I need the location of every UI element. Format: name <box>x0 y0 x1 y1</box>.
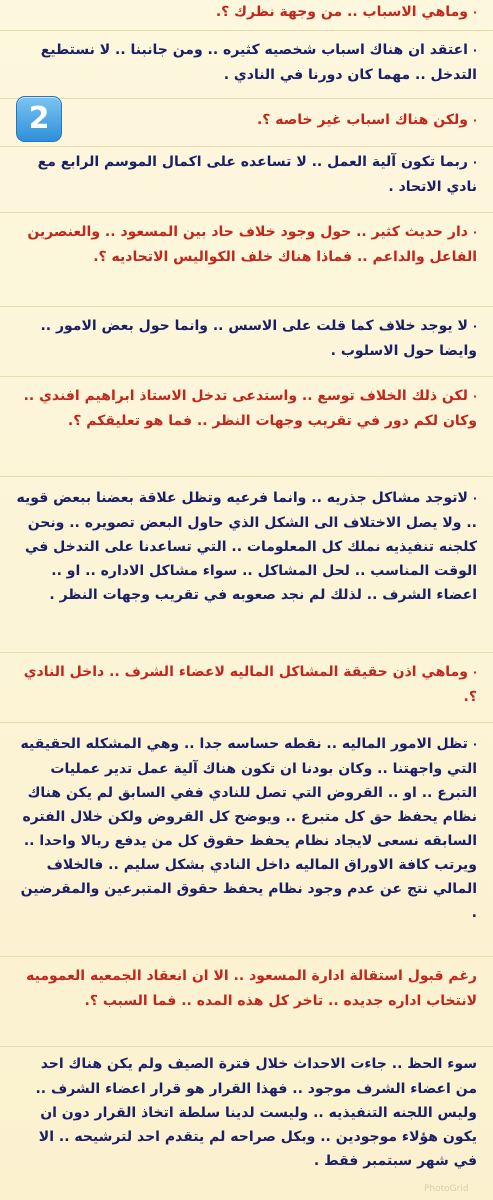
answer-2 <box>16 150 477 199</box>
divider <box>0 30 493 31</box>
question-3 <box>16 220 477 269</box>
badge-number: 2 <box>28 101 50 136</box>
answer-4 <box>16 486 477 607</box>
bullet: · <box>472 226 477 239</box>
question-text: لكن ذلك الخلاف توسع .. واستدعى تدخل الاستاذ ابراهيم افندي .. وكان لكم دور في تقريب وجهات النظر .. فما هو تعليقكم ؟. <box>23 388 477 429</box>
question-text: دار حديث كثير .. حول وجود خلاف حاد بين المسعود .. والعنصرين الفاعل والداعم .. فماذا هناك خلف الكواليس الاتحاديه ؟. <box>27 224 477 265</box>
question-1 <box>16 0 477 25</box>
bullet: · <box>472 44 477 57</box>
answer-text: ربما تكون آلية العمل .. لا تساعده على اكمال الموسم الرابع مع نادي الاتحاد . <box>37 154 477 195</box>
bullet: · <box>472 6 477 19</box>
divider <box>0 306 493 307</box>
answer-text: لاتوجد مشاكل جذريه .. وانما فرعيه وتظل علاقة بعضنا ببعض قويه .. ولا يصل الاختلاف الى الشكل الذي حاول البعض تصويره .. ونحن كلجنه تنفيذيه نملك كل المعلومات .. التي تساعدنا على التدخل في الوقت المناسب .. لحل المشاكل .. سواء مشاكل الاداره .. او .. اعضاء الشرف .. لذلك لم نجد صعوبه في تقريب وجهات النظر . <box>16 490 477 603</box>
question-2 <box>72 108 477 133</box>
question-4 <box>16 384 477 433</box>
divider <box>0 476 493 477</box>
question-5 <box>16 660 477 709</box>
question-text: رغم قبول استقالة ادارة المسعود .. الا ان انعقاد الجمعيه العموميه لانتخاب اداره جديده .. تاخر كل هذه المده .. فما السبب ؟. <box>26 968 477 1009</box>
photogrid-watermark: PhotoGrid <box>424 1184 469 1194</box>
divider <box>0 1046 493 1047</box>
divider <box>0 146 493 147</box>
answer-3 <box>16 314 477 363</box>
question-text: وماهي اذن حقيقة المشاكل الماليه لاعضاء الشرف .. داخل النادي ؟. <box>23 664 477 705</box>
number-badge <box>16 96 62 142</box>
bullet: · <box>472 738 477 751</box>
bullet: · <box>472 114 477 127</box>
answer-1 <box>16 38 477 87</box>
answer-text: تظل الامور الماليه .. نقطه حساسه جدا .. وهي المشكله الحقيقيه التي واجهتنا .. وكان بودنا ان تكون هناك آلية عمل تدير عمليات التبرع .. او .. القروض التي تصل للنادي ففي السابق لم يكن هناك نظام يحفظ حق كل متبرع .. ويوضح كل القروض ولكن خلال الفتره السابقه نسعى لايجاد نظام يحفظ حقوق كل من يدفع ريالا واحدا .. ويرتب كافة الاوراق الماليه داخل النادي بشكل سليم .. فالخلاف المالي نتج عن عدم وجود نظام يحفظ حقوق المتبرعين والمقرضين . <box>20 736 477 921</box>
answer-6 <box>16 1052 477 1173</box>
bullet: · <box>472 156 477 169</box>
bullet: · <box>472 320 477 333</box>
answer-5 <box>16 732 477 925</box>
question-text: وماهي الاسباب .. من وجهة نظرك ؟. <box>215 4 468 20</box>
divider <box>0 722 493 723</box>
divider <box>0 956 493 957</box>
answer-text: اعتقد ان هناك اسباب شخصيه كثيره .. ومن جانبنا .. لا نستطيع التدخل .. مهما كان دورنا في النادي . <box>40 42 477 83</box>
question-text: ولكن هناك اسباب غير خاصه ؟. <box>256 112 468 128</box>
bullet: · <box>472 492 477 505</box>
question-6 <box>16 964 477 1013</box>
answer-text: لا يوجد خلاف كما قلت على الاسس .. وانما حول بعض الامور .. وايضا حول الاسلوب . <box>40 318 477 359</box>
divider <box>0 376 493 377</box>
bullet: · <box>472 666 477 679</box>
bullet: · <box>472 390 477 403</box>
divider <box>0 98 493 99</box>
answer-text: سوء الحظ .. جاءت الاحداث خلال فترة الصيف ولم يكن هناك احد من اعضاء الشرف موجود .. فهذا القرار هو قرار اعضاء الشرف .. وليس اللجنه التنفيذيه .. وليست لدينا سلطة اتخاذ القرار دون ان يكون هؤلاء موجودين .. وبكل صراحه لم يتقدم احد لترشيحه .. الا في شهر سبتمبر فقط . <box>35 1056 477 1169</box>
divider <box>0 652 493 653</box>
divider <box>0 212 493 213</box>
